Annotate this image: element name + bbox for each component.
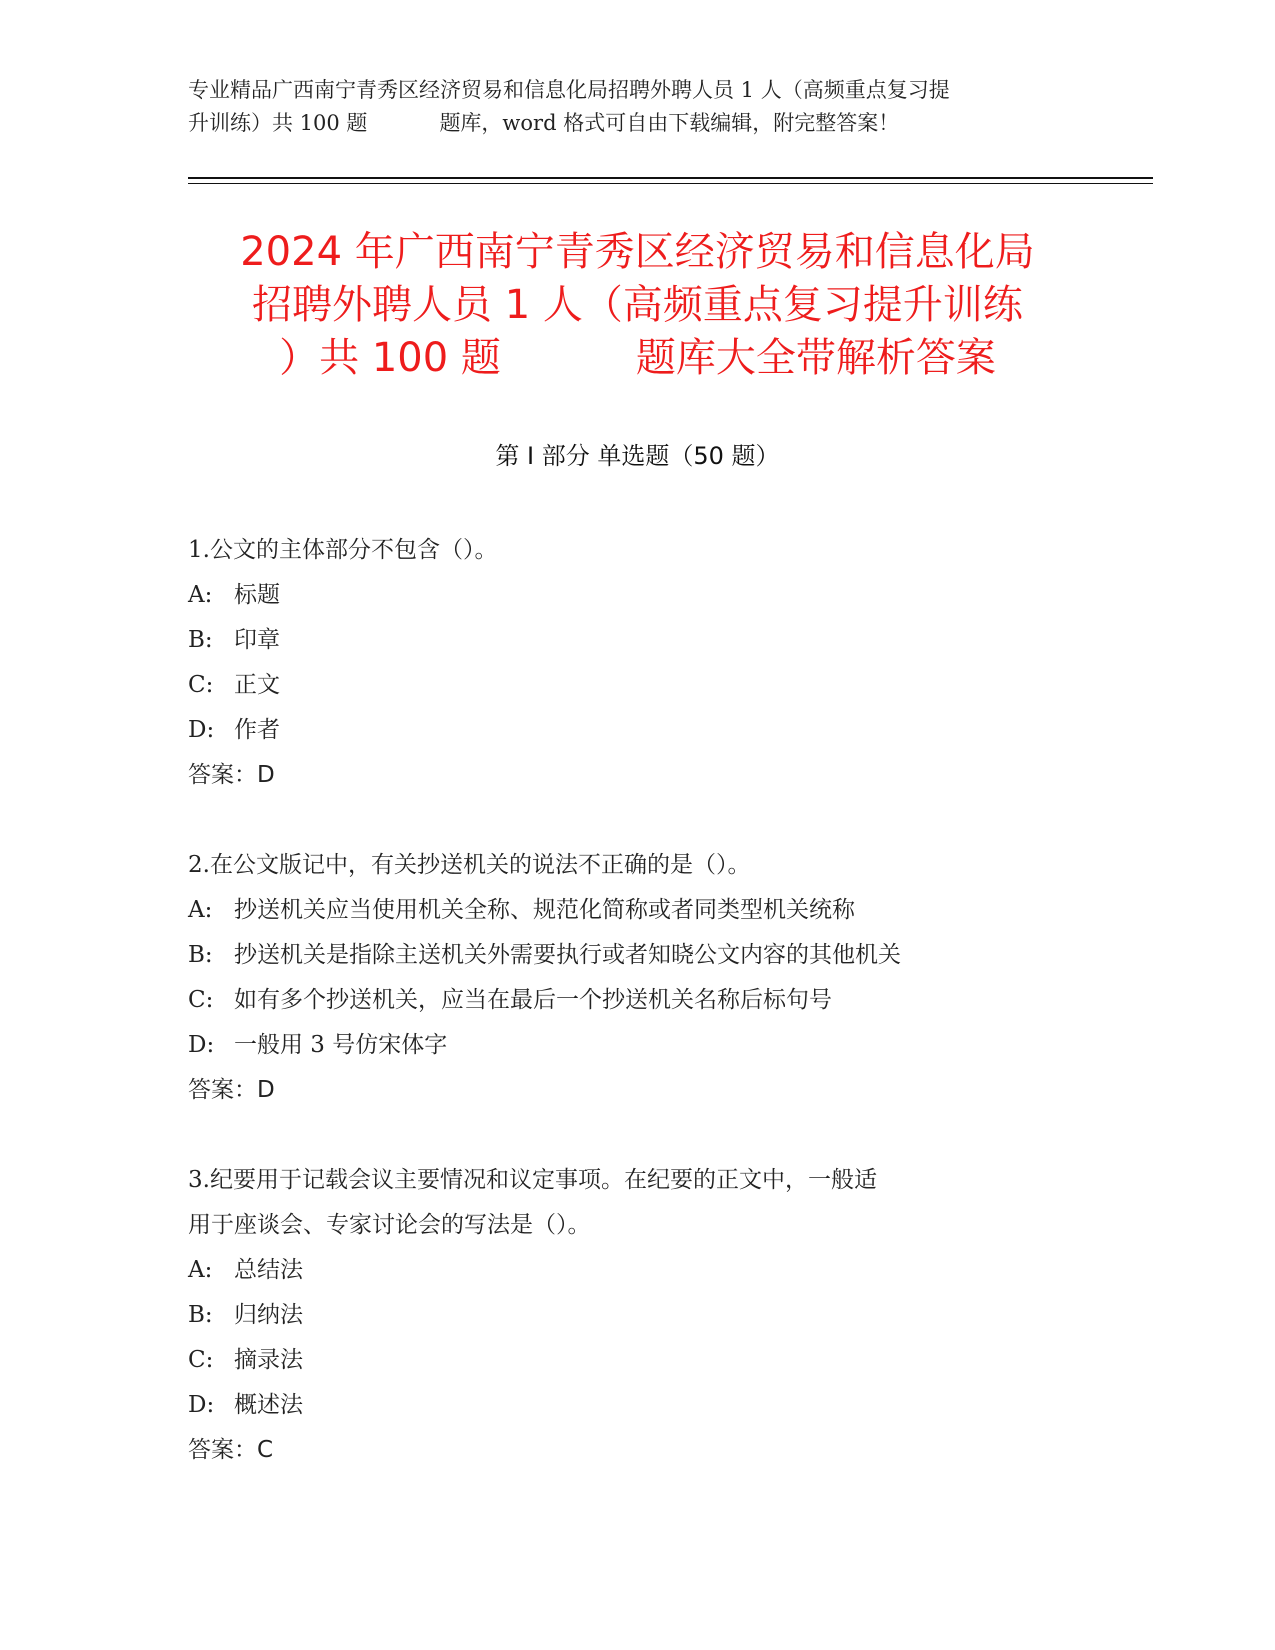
title-line-3	[160, 332, 1115, 385]
option-d: D: 一般用 3 号仿宋体字	[188, 1032, 448, 1058]
section-title: 第 I 部分 单选题（50 题）	[495, 442, 780, 470]
option-a: A: 抄送机关应当使用机关全称、规范化简称或者同类型机关统称	[188, 897, 855, 923]
option-d: D: 作者	[188, 717, 280, 743]
option-a: A: 标题	[188, 582, 280, 608]
option-c: C: 正文	[188, 672, 280, 698]
title-line-2: 招聘外聘人员 1 人（高频重点复习提升训练	[252, 282, 1023, 328]
header-line-1: 专业精品广西南宁青秀区经济贸易和信息化局招聘外聘人员 1 人（高频重点复习提	[188, 78, 950, 102]
header-line-2b: 题库，word 格式可自由下载编辑，附完整答案！	[439, 111, 900, 135]
option-a: A: 总结法	[188, 1257, 303, 1283]
header-line-2	[188, 107, 1088, 140]
header-rule-thin	[188, 183, 1153, 184]
answer: 答案：D	[188, 762, 275, 788]
question-3	[188, 1158, 1088, 1473]
question-stem-line-2: 用于座谈会、专家讨论会的写法是（）。	[188, 1212, 591, 1238]
option-d: D: 概述法	[188, 1392, 303, 1418]
title-line-3a: ）共 100 题	[279, 335, 501, 381]
title-line-1: 2024 年广西南宁青秀区经济贸易和信息化局	[240, 229, 1035, 275]
page-header	[188, 74, 1088, 140]
question-2	[188, 843, 1088, 1113]
option-c: C: 如有多个抄送机关，应当在最后一个抄送机关名称后标句号	[188, 987, 832, 1013]
question-1	[188, 528, 1088, 798]
header-rule-thick	[188, 177, 1153, 179]
option-b: B: 抄送机关是指除主送机关外需要执行或者知晓公文内容的其他机关	[188, 942, 901, 968]
option-b: B: 印章	[188, 627, 280, 653]
header-line-2a: 升训练）共 100 题	[188, 111, 368, 135]
option-c: C: 摘录法	[188, 1347, 303, 1373]
answer: 答案：D	[188, 1077, 275, 1103]
document-title	[160, 226, 1115, 385]
option-b: B: 归纳法	[188, 1302, 303, 1328]
answer: 答案：C	[188, 1437, 274, 1463]
question-list	[188, 528, 1088, 1518]
title-line-3b: 题库大全带解析答案	[635, 335, 996, 381]
question-stem: 1.公文的主体部分不包含（）。	[188, 537, 498, 563]
question-stem: 2.在公文版记中，有关抄送机关的说法不正确的是（）。	[188, 852, 751, 878]
question-stem-line-1: 3.纪要用于记载会议主要情况和议定事项。在纪要的正文中，一般适	[188, 1167, 877, 1193]
